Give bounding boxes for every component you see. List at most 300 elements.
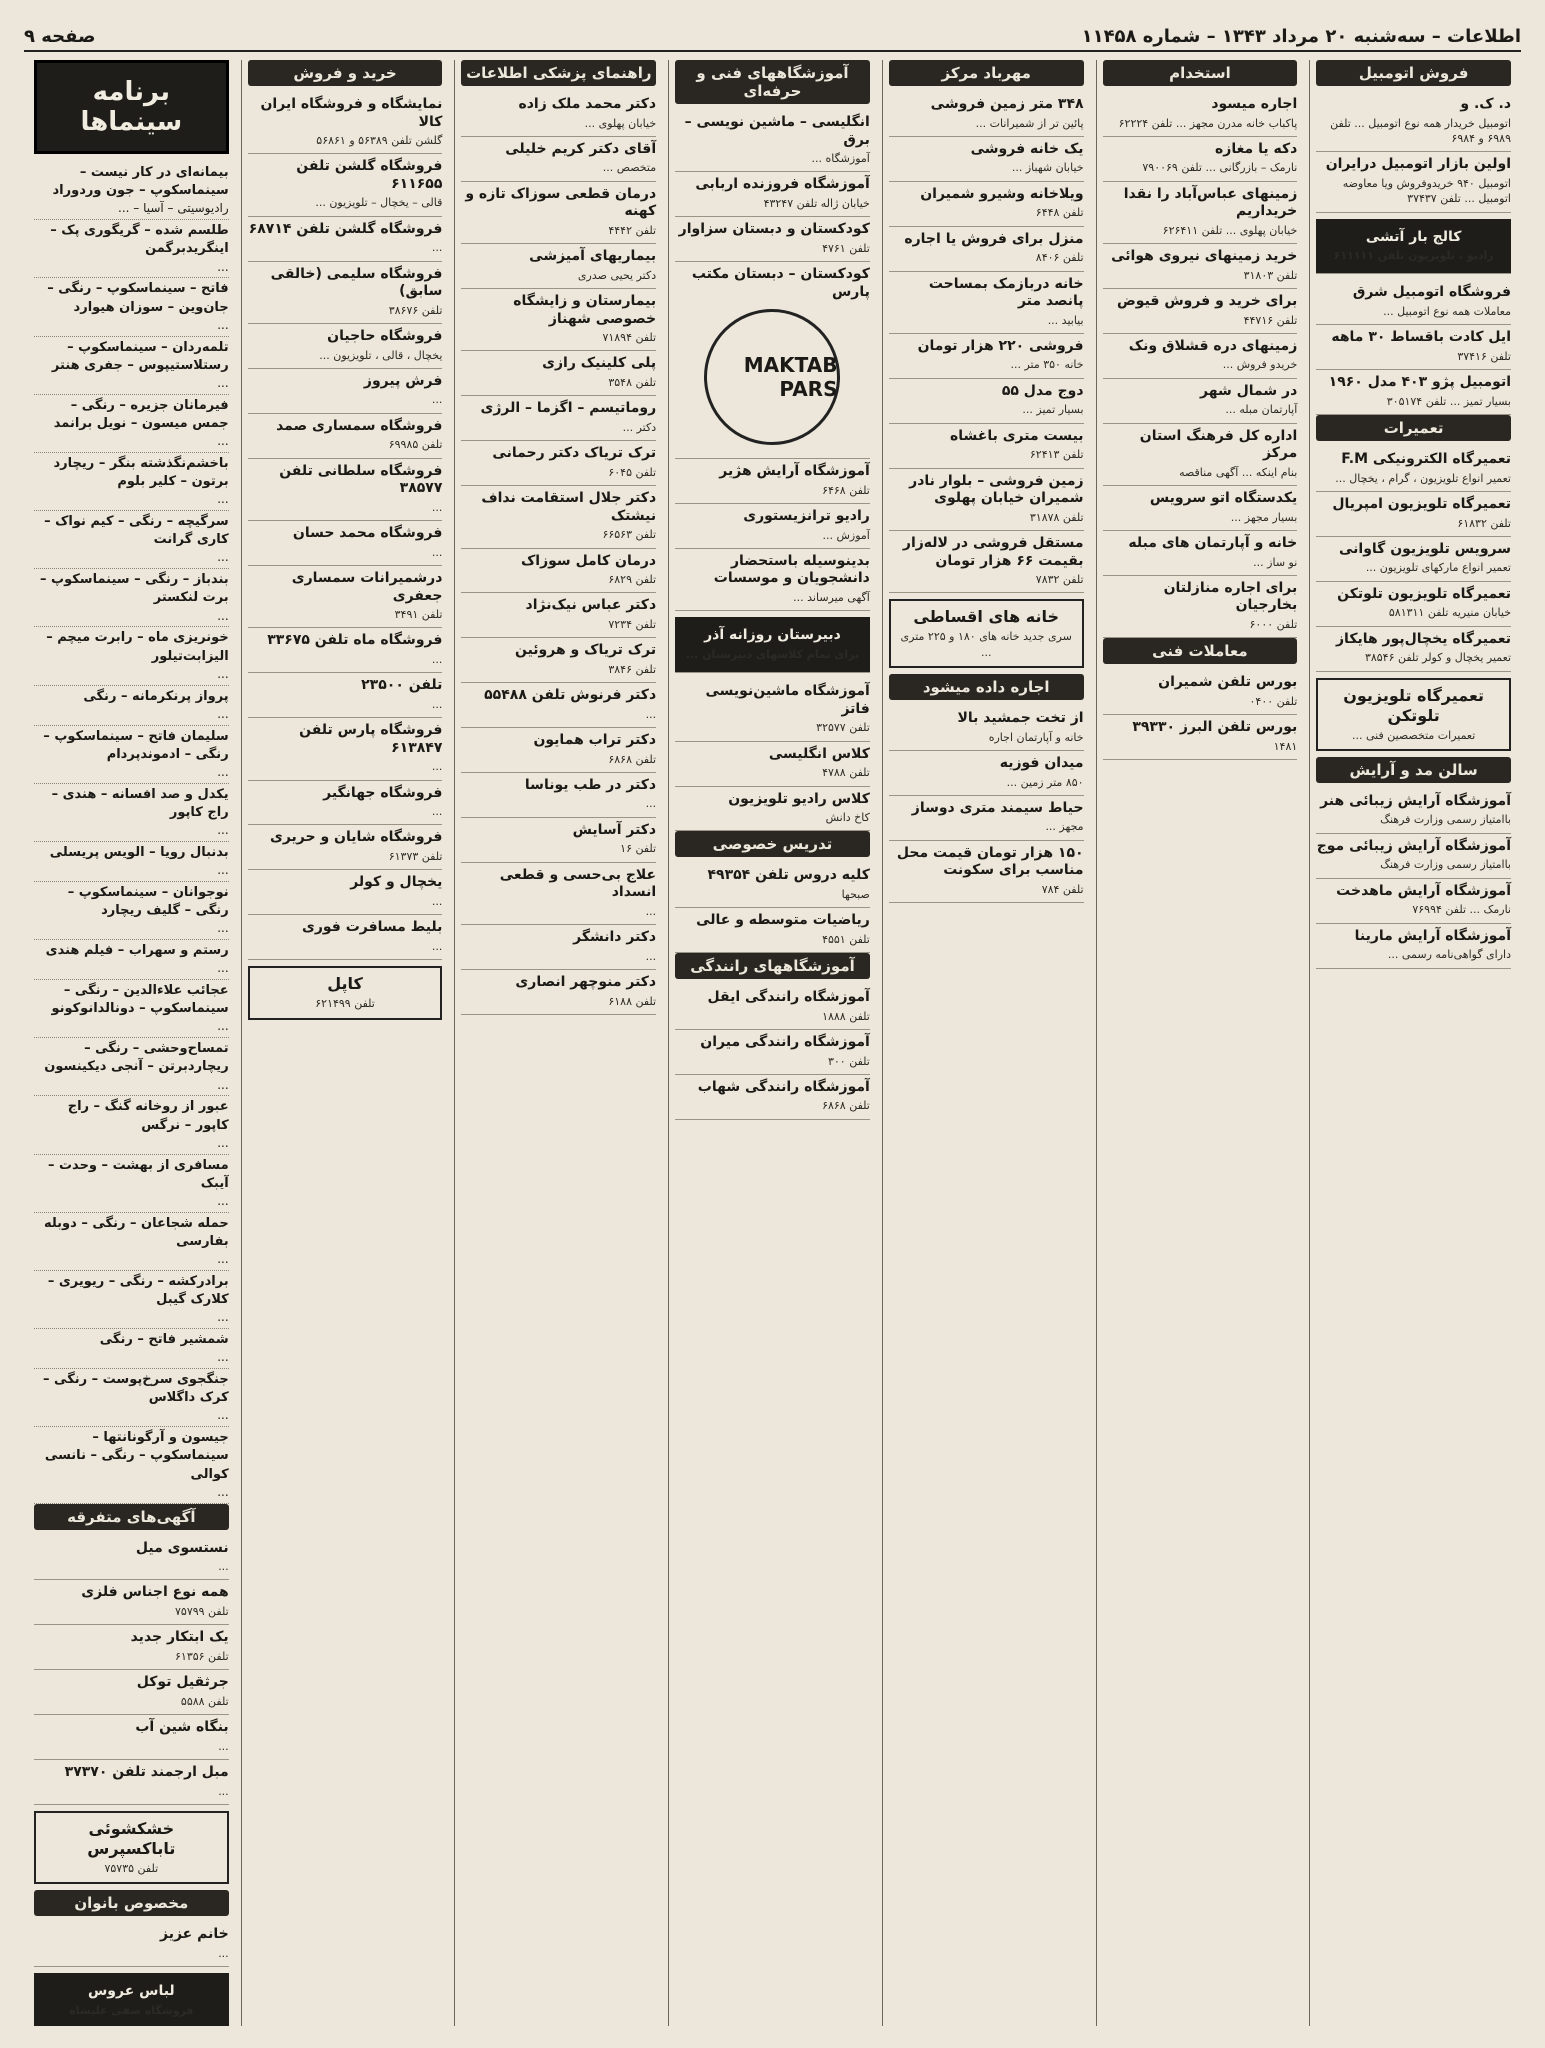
page-number: صفحه ۹ xyxy=(24,25,96,47)
ad-title: کالج بار آتشی xyxy=(1365,228,1462,245)
ad-body: تلفن ۴۷۶۱ xyxy=(822,241,870,255)
ad-body: آپارتمان مبله ... xyxy=(1225,403,1298,417)
classified-ad xyxy=(675,787,870,832)
page-header xyxy=(24,22,1521,52)
ad-title: فروشگاه حاجیان xyxy=(327,328,443,345)
cinema-listing-details: ... xyxy=(217,1310,229,1325)
ad-title: برای اجاره منازلتان بخارجیان xyxy=(1163,579,1298,614)
ad-body: فروشگاه صفی علیشاه xyxy=(69,2003,194,2017)
ad-title: آقای دکتر کریم خلیلی xyxy=(505,140,657,157)
ad-body: تلفن ۶۱۳۵۶ xyxy=(175,1649,229,1663)
ad-body: تلفن ۴۴۷۱۶ xyxy=(1243,313,1298,327)
ad-title: دبیرستان روزانه آذر xyxy=(704,627,841,644)
ad-title: کودکستان – دبستان مکتب پارس xyxy=(691,266,870,300)
classified-ad xyxy=(1316,537,1511,582)
ad-body: خریدو فروش ... xyxy=(1222,358,1298,372)
ad-body: بنام اینکه ... آگهی مناقصه xyxy=(1179,465,1298,479)
classified-ad xyxy=(889,137,1084,182)
ad-title: آموزشگاه آرایش زیبائی موج xyxy=(1316,837,1511,854)
ad-body: قالی – یخچال – تلویزیون ... xyxy=(315,196,443,210)
classified-ad xyxy=(461,728,656,773)
classified-ad xyxy=(1103,531,1298,576)
classified-ad xyxy=(1316,879,1511,924)
cinema-listing-details: ... xyxy=(217,1019,229,1034)
ad-title: یخچال و کولر xyxy=(350,874,443,891)
column-7 xyxy=(28,60,235,2026)
classified-ad xyxy=(1103,670,1298,715)
classified-ad xyxy=(248,673,443,718)
ad-body: ... xyxy=(645,904,657,918)
ad-body: ۸۵۰ متر زمین ... xyxy=(1006,775,1084,789)
ad-body: تلفن ۷۸۴ xyxy=(1041,882,1084,896)
ad-title: جرثقیل توکل xyxy=(136,1674,229,1691)
classified-ad xyxy=(675,742,870,787)
ad-body: ... xyxy=(645,707,657,721)
classified-ad xyxy=(675,617,870,673)
cinema-listing xyxy=(34,1213,229,1271)
issue-line: اطلاعات – سه‌شنبه ۲۰ مرداد ۱۳۴۳ – شماره ۱۱۴۵۸ xyxy=(1081,25,1521,47)
cinema-listing-details: ... xyxy=(217,1193,229,1208)
cinema-listing-details: ... xyxy=(217,706,229,721)
ad-body: ... xyxy=(431,894,443,908)
ad-title: علاج بی‌حسی و قطعی انسداد xyxy=(499,866,657,901)
section-heading: استخدام xyxy=(1103,60,1298,86)
column-6 xyxy=(241,60,449,2026)
ad-title: یک ابتکار جدید xyxy=(130,1629,229,1646)
classified-ad xyxy=(889,379,1084,424)
ad-body: پائین تر از شمیرانات ... xyxy=(975,116,1084,130)
cinema-program-title: برنامه سینماها xyxy=(34,60,229,154)
section-heading: تدریس خصوصی xyxy=(675,831,870,857)
cinema-listing xyxy=(34,1038,229,1096)
classified-ad xyxy=(889,424,1084,469)
ad-body: تلفن ۳۴۹۱ xyxy=(394,608,443,622)
ad-body: تلفن ۱۸۸۸ xyxy=(822,1009,870,1023)
cinema-listing-details: ... xyxy=(217,259,229,274)
ad-body: تلفن ۶۰۴۵ xyxy=(608,465,657,479)
ad-body: دکتر یحیی صدری xyxy=(577,268,657,282)
classified-ad xyxy=(889,706,1084,751)
ad-body: تعمیر انواع تلویزیون ، گرام ، یخچال ... xyxy=(1335,471,1511,485)
classified-ad xyxy=(461,683,656,728)
ad-body: تعمیر انواع مارکهای تلویزیون ... xyxy=(1365,561,1511,575)
section-heading: راهنمای پزشکی اطلاعات xyxy=(461,60,656,86)
columns xyxy=(28,60,1517,2026)
cinema-listing xyxy=(34,1271,229,1329)
cinema-listing-title: عجائب علاءالدین – رنگی – سینماسکوپ – دونالدانوکونو xyxy=(51,983,229,1017)
ad-body: خانه ۳۵۰ متر ... xyxy=(1010,358,1084,372)
ad-body: تلفن ۷۱۸۹۴ xyxy=(602,331,657,345)
section-heading: معاملات فنی xyxy=(1103,638,1298,664)
ad-title: دکتر منوچهر انصاری xyxy=(515,974,657,991)
ad-body: ... xyxy=(431,241,443,255)
ad-body: نارمک ... تلفن ۷۶۹۹۴ xyxy=(1412,903,1511,917)
cinema-listing xyxy=(34,395,229,453)
classified-ad xyxy=(675,459,870,504)
ad-body: تلفن ۷۵۷۹۹ xyxy=(175,1604,229,1618)
section-heading: مخصوص بانوان xyxy=(34,1890,229,1916)
cinema-listing xyxy=(34,1427,229,1503)
ad-body: تلفن ۷۲۳۴ xyxy=(608,617,657,631)
cinema-listing xyxy=(34,1155,229,1213)
ad-body: ... xyxy=(218,1946,229,1960)
ad-body: ... xyxy=(218,1739,229,1753)
cinema-listing-title: عبور از روخانه گنگ – راج کاپور – نرگس xyxy=(67,1099,229,1133)
ad-title: ویلا‌خانه وشیرو شمیران xyxy=(920,185,1084,202)
classified-ad xyxy=(675,679,870,741)
ad-body: ... xyxy=(431,652,443,666)
classified-ad xyxy=(248,324,443,369)
ad-title: درمان قطعی سوزاک تازه و کهنه xyxy=(465,185,657,220)
ad-body: بیابید ... xyxy=(1047,313,1084,327)
classified-ad xyxy=(1316,627,1511,672)
classified-ad xyxy=(34,1973,229,2026)
cinema-listing xyxy=(34,220,229,278)
ad-body: بسیار تمیز ... xyxy=(1022,403,1084,417)
ad-body: تلفن ۵۵۸۸ xyxy=(180,1694,229,1708)
cinema-listing-title: جنگجوی سرخ‌پوست – رنگی – کرک داگلاس xyxy=(43,1372,229,1406)
classified-ad xyxy=(1316,924,1511,969)
cinema-listing-title: پرواز پرنکرمانه – رنگی xyxy=(83,688,229,704)
classified-ad xyxy=(675,110,870,172)
ad-body: تلفن ۸۴۰۶ xyxy=(1035,251,1084,265)
cinema-listing xyxy=(34,453,229,511)
ad-body: خیابان منیریه تلفن ۵۸۱۳۱۱ xyxy=(1388,606,1511,620)
ad-body: باامتیاز رسمی وزارت فرهنگ xyxy=(1380,813,1511,827)
classified-ad xyxy=(461,92,656,137)
ad-body: متخصص ... xyxy=(602,161,657,175)
ad-title: ریاضیات متوسطه و عالی xyxy=(696,912,870,929)
cinema-listing-details: ... xyxy=(217,1484,229,1499)
ad-title: کلاس رادیو تلویزیون xyxy=(728,790,870,807)
classified-ad xyxy=(1316,582,1511,627)
ad-title: دکتر جلال استقامت نداف نیشتک xyxy=(481,490,657,524)
ad-body: تلفن ۶۸۶۸ xyxy=(822,1099,870,1113)
cinema-listing-title: تلمه‌ردان – سینماسکوپ – رستلاستیپوس – جفری هنتر xyxy=(51,339,229,373)
classified-ad xyxy=(675,172,870,217)
ad-title: میدان فوزیه xyxy=(999,755,1084,772)
classified-ad xyxy=(34,1536,229,1581)
classified-ad xyxy=(461,638,656,683)
classified-ad xyxy=(675,863,870,908)
ad-body: تلفن ۳۸۶۷۶ xyxy=(388,303,443,317)
cinema-listing-details: ... xyxy=(217,317,229,332)
ad-body: خیابان شهباز ... xyxy=(1011,161,1084,175)
ad-title: تعمیرگاه تلویزیون تلوتکن xyxy=(1343,685,1485,725)
ad-title: در شمال شهر xyxy=(1200,382,1298,399)
ad-title: فروشگاه سلطانی تلفن ۳۸۵۷۷ xyxy=(279,462,443,497)
cinema-listing xyxy=(34,980,229,1038)
ad-title: همه نوع اجناس فلزی xyxy=(81,1584,229,1601)
ad-body: تلفن ۶۹۹۸۵ xyxy=(388,438,443,452)
cinema-listing-title: بندباز – رنگی – سینماسکوپ – برت لنکستر xyxy=(39,572,229,606)
cinema-listing-details: ... xyxy=(217,375,229,390)
section-heading: سالن مد و آرایش xyxy=(1316,757,1511,783)
ad-body: ... xyxy=(431,393,443,407)
classified-ad xyxy=(461,549,656,594)
cinema-listing-details: ... xyxy=(217,921,229,936)
ad-body: تلفن ۳۱۸۰۳ xyxy=(1243,268,1298,282)
cinema-listing-details: ... xyxy=(217,863,229,878)
section-heading: فروش اتومبیل xyxy=(1316,60,1511,86)
ad-title: فروشگاه اتومبیل شرق xyxy=(1352,284,1511,301)
cinema-listing-title: بیمانه‌ای در کار نیست – سینماسکوپ – جون وردوراد xyxy=(52,165,229,199)
classified-ad xyxy=(1103,182,1298,244)
ad-body: ... xyxy=(431,939,443,953)
classified-ad xyxy=(675,908,870,953)
ad-title: فروشگاه سلیمی (خالقی سابق) xyxy=(270,265,443,300)
cinema-listing-details: ... xyxy=(217,823,229,838)
ad-body: تلفن ۰۴۰۰ xyxy=(1249,694,1298,708)
cinema-listing-title: طلسم شده – گریگوری پک – اینگریدبرگمن xyxy=(50,223,229,257)
classified-ad xyxy=(34,1670,229,1715)
cinema-listing-details: ... xyxy=(217,608,229,623)
ad-title: کاپل xyxy=(327,974,363,994)
ad-body: آگهی میرساند ... xyxy=(793,590,870,604)
ad-body: دکتر ... xyxy=(622,420,657,434)
ad-title: یک خانه فروشی xyxy=(970,140,1084,157)
classified-ad xyxy=(461,593,656,638)
classified-ad xyxy=(461,970,656,1015)
ad-body: نو ساز ... xyxy=(1253,555,1298,569)
classified-ad xyxy=(1316,834,1511,879)
ad-body: ... xyxy=(218,1784,229,1798)
cinema-listing xyxy=(34,337,229,395)
classified-ad xyxy=(1103,379,1298,424)
ad-title: دکتر در طب یوناسا xyxy=(524,776,657,793)
ad-body: آموزشگاه ... xyxy=(811,152,870,165)
cinema-listing-title: مسافری از بهشت – وحدت – آیبک xyxy=(47,1157,229,1191)
cinema-listing-details: ... xyxy=(217,1252,229,1267)
classified-ad xyxy=(889,841,1084,903)
ad-title: ایل کادت باقساط ۳۰ ماهه xyxy=(1331,329,1511,346)
ad-body: تلفن ۶۱۸۳۲ xyxy=(1457,516,1511,530)
ad-title: درشمیرانات سمساری جعفری xyxy=(291,570,443,604)
classified-ad xyxy=(1316,447,1511,492)
classified-ad xyxy=(461,486,656,548)
ad-title: فروشگاه گلشن تلفن ۶۱۱۶۵۵ xyxy=(296,158,443,192)
ad-title: زمین فروشی – بلوار نادر شمیران خیابان پهلوی xyxy=(909,472,1084,507)
classified-ad xyxy=(248,459,443,521)
ad-title: منزل برای فروش یا اجاره xyxy=(904,230,1084,247)
classified-ad xyxy=(461,396,656,441)
cinema-listing xyxy=(34,882,229,940)
ad-title: فروشگاه شایان و حریری xyxy=(269,829,443,846)
classified-ad xyxy=(248,154,443,216)
ad-title: تعمیرگاه تلویزیون تلوتکن xyxy=(1337,585,1511,602)
ad-title: مستقل فروشی در لاله‌زار بقیمت ۶۶ هزار تومان xyxy=(902,535,1084,569)
classified-ad xyxy=(675,1075,870,1120)
cinema-listing-title: تمساح‌وحشی – رنگی – ریچاردبرتن – آنجی دیکینسون xyxy=(44,1041,229,1075)
classified-ad xyxy=(889,334,1084,379)
ad-title: یکدستگاه اتو سرویس xyxy=(1149,490,1298,507)
cinema-listing-details: ... xyxy=(217,1077,229,1092)
classified-ad xyxy=(248,825,443,870)
ad-title: تعمیرگاه یخچال‌پور هایکاز xyxy=(1336,630,1511,647)
ad-title: دکتر محمد ملک زاده xyxy=(518,96,657,112)
ad-title: زمینهای عباس‌آباد را نقدا خریداریم xyxy=(1123,185,1298,220)
ad-body: معاملات همه نوع اتومبیل ... xyxy=(1383,304,1511,318)
cinema-listing xyxy=(34,726,229,784)
classified-ad xyxy=(461,818,656,863)
ad-body: تلفن ۶۱۸۸ xyxy=(608,994,657,1008)
ad-body: تلفن ۴۵۵۱ xyxy=(822,932,870,946)
cinema-listing-title: نوجوانان – سینماسکوپ – رنگی – گلیف ریچارد xyxy=(67,884,229,919)
classified-ad xyxy=(1316,219,1511,275)
classified-ad xyxy=(248,414,443,459)
cinema-listing-details: ... xyxy=(217,1350,229,1365)
ad-body: تلفن ۷۵۷۳۵ xyxy=(104,1861,159,1875)
ad-body: صبحها xyxy=(841,887,870,901)
ad-body: تلفن ۶۴۴۸ xyxy=(1035,206,1084,220)
classified-ad xyxy=(889,751,1084,796)
classified-ad xyxy=(889,272,1084,334)
ad-title: آموزشگاه آرایش هژیر xyxy=(719,463,870,480)
classified-ad xyxy=(889,599,1084,668)
classified-ad xyxy=(889,796,1084,841)
ad-body: خیابان پهلوی ... تلفن ۶۲۶۴۱۱ xyxy=(1162,223,1298,237)
section-heading: اجاره داده میشود xyxy=(889,674,1084,700)
ad-title: تلفن ۲۳۵۰۰ xyxy=(361,677,443,694)
section-heading: آموزشگاههای رانندگی xyxy=(675,953,870,979)
ad-title: انگلیسی – ماشین نویسی – برق xyxy=(684,114,870,148)
classified-ad xyxy=(248,566,443,628)
column-3 xyxy=(882,60,1090,2026)
ad-body: تلفن ۶۸۶۸ xyxy=(608,752,657,766)
ad-body: ... xyxy=(431,697,443,711)
ad-title: فروشگاه ماه تلفن ۳۳۶۷۵ xyxy=(267,632,443,649)
classified-ad xyxy=(248,92,443,154)
classified-ad xyxy=(889,92,1084,137)
cinema-listing-details: رادیوسیتی – آسیا – ... xyxy=(118,201,229,216)
ad-body: ... xyxy=(218,1560,229,1574)
classified-ad xyxy=(675,504,870,549)
classified-ad xyxy=(461,137,656,182)
cinema-listing-title: سرگیچه – رنگی – کیم نواک – کاری گرانت xyxy=(44,514,229,548)
ad-title: برای خرید و فروش قیوض xyxy=(1116,293,1298,310)
ad-title: بدینوسیله باستحضار دانشجویان و موسسات xyxy=(713,552,870,587)
classified-ad xyxy=(1103,715,1298,760)
section-heading: خرید و فروش xyxy=(248,60,443,86)
classified-ad xyxy=(675,985,870,1030)
cinema-listing xyxy=(34,1329,229,1369)
ad-title: بورس تلفن البرز ۳۹۳۳۰ xyxy=(1132,719,1298,736)
cinema-listing-title: فاتح – سینماسکوپ – رنگی – جان‌وین – سوزان هیوارد xyxy=(47,281,229,315)
ad-title: آموزشگاه رانندگی شهاب xyxy=(697,1078,870,1095)
ad-title: آموزشگاه آرایش مارینا xyxy=(1354,927,1511,944)
cinema-listing-title: سلیمان فاتح – سینماسکوپ – رنگی – ادموندپردام xyxy=(43,728,229,762)
classified-ad xyxy=(675,262,870,459)
classified-ad xyxy=(248,369,443,414)
maktab-pars-logo: MAKTAB PARS xyxy=(704,309,840,445)
ad-body: یخچال ، قالی ، تلویزیون ... xyxy=(319,348,443,362)
cinema-listing xyxy=(34,1096,229,1154)
classified-ad xyxy=(889,182,1084,227)
classified-ad xyxy=(461,925,656,970)
ad-title: نمایشگاه و فروشگاه ایران کالا xyxy=(260,96,443,130)
cinema-listing xyxy=(34,1369,229,1427)
ad-title: آموزشگاه رانندگی ایقل xyxy=(707,989,870,1006)
ad-body: خیابان ژاله تلفن ۴۳۲۴۷ xyxy=(763,196,870,210)
ad-body: باامتیاز رسمی وزارت فرهنگ xyxy=(1380,858,1511,872)
ad-body: تلفن ۴۴۴۲ xyxy=(608,223,657,237)
ad-title: بورس تلفن شمیران xyxy=(1158,674,1298,691)
ad-title: درمان کامل سوزاک xyxy=(520,552,657,569)
classified-ad xyxy=(1103,334,1298,379)
cinema-listing-title: رستم و سهراب – فیلم هندی xyxy=(45,943,229,959)
ad-body: پاکباب خانه مدرن مجهز ... تلفن ۶۲۲۲۴ xyxy=(1118,116,1298,130)
ad-body: اتومبیل ۹۴۰ خریدوفروش ویا معاوضه اتومبیل ... تلفن ۳۷۴۳۷ xyxy=(1342,176,1511,206)
ad-title: آموزشگاه رانندگی میران xyxy=(700,1034,870,1051)
ad-title: لباس عروس xyxy=(87,1983,175,2000)
cinema-listing xyxy=(34,278,229,336)
cinema-listing-title: فیرمانان جزیره – رنگی – جمس میسون – نویل برانمد xyxy=(53,397,229,431)
cinema-listing xyxy=(34,784,229,842)
ad-title: حیاط سیمند متری دوساز xyxy=(911,799,1084,816)
ad-body: تلفن ۳۷۴۱۶ xyxy=(1457,349,1511,363)
classified-ad xyxy=(248,217,443,262)
classified-ad xyxy=(1316,92,1511,152)
section-heading: آگهی‌های متفرقه xyxy=(34,1504,229,1530)
ad-title: د. ک. و xyxy=(1460,96,1511,112)
ad-title: دکه یا مغازه xyxy=(1215,140,1298,157)
cinema-listing-title: حمله شجاعان – رنگی – دوبله بفارسی xyxy=(43,1215,229,1249)
ad-body: تلفن ۶۴۶۸ xyxy=(822,483,870,497)
classified-ad xyxy=(461,244,656,289)
ad-title: از تخت جمشید بالا xyxy=(957,710,1084,727)
ad-title: اتومبیل پژو ۴۰۳ مدل ۱۹۶۰ xyxy=(1328,374,1511,391)
ad-title: آموزشگاه ماشین‌نویسی فاتز xyxy=(705,683,870,717)
classified-ad xyxy=(675,217,870,262)
ad-title: رادیو ترانزیستوری xyxy=(743,508,870,525)
ad-body: تلفن ۶۲۱۴۹۹ xyxy=(315,997,375,1011)
cinema-listing-details: ... xyxy=(217,764,229,779)
cinema-listing-details: ... xyxy=(217,1135,229,1150)
ad-title: اجاره میسود xyxy=(1211,96,1298,112)
ad-title: بیماریهای آمیزشی xyxy=(529,248,657,265)
classified-ad xyxy=(1103,486,1298,531)
ad-title: خانه و آپارتمان های مبله xyxy=(1128,535,1298,552)
classified-ad xyxy=(34,1811,229,1884)
classified-ad xyxy=(1103,576,1298,638)
ad-title: کلیه دروس تلفن ۴۹۳۵۴ xyxy=(707,867,870,884)
ad-body: خانه و آپارتمان اجاره xyxy=(988,730,1084,744)
column-5 xyxy=(454,60,662,2026)
classified-ad xyxy=(889,227,1084,272)
section-heading: تعمیرات xyxy=(1316,415,1511,441)
ad-body: ... xyxy=(431,760,443,774)
ad-title: تعمیرگاه تلویزیون امپریال xyxy=(1332,496,1511,513)
ad-body: تلفن ۳۰۰ xyxy=(827,1054,870,1068)
ad-title: خرید زمینهای نیرو‌ی هوائی xyxy=(1111,248,1298,265)
ad-title: دکتر تراب همایون xyxy=(533,732,657,749)
ad-body: ... xyxy=(431,805,443,819)
ad-body: خیابان پهلوی ... xyxy=(584,116,657,130)
ad-title: کلاس انگلیسی xyxy=(768,745,870,762)
ad-body: دارای گواهی‌نامه رسمی ... xyxy=(1387,948,1511,962)
ad-body: تعمیرات متخصصین فنی ... xyxy=(1351,728,1476,742)
ad-body: تلفن ۶۸۲۹ xyxy=(608,573,657,587)
ad-title: ترک تریاک و هروئین xyxy=(514,642,657,659)
ad-title: اولین بازار اتومبیل درایران xyxy=(1325,156,1511,173)
cinema-listing-title: خونریزی ماه – رابرت میچم – الیزابت‌تیلور xyxy=(46,630,229,664)
ad-body: تلفن ۶۶۵۶۳ xyxy=(602,528,657,542)
ad-title: خانه های اقساطی xyxy=(913,607,1060,627)
ad-title: دکتر فرنوش تلفن ۵۵۴۸۸ xyxy=(484,687,657,704)
cinema-listing xyxy=(34,686,229,726)
ad-title: ۳۴۸ متر زمین فروشی xyxy=(930,96,1084,112)
ad-title: بیست متری باغشاه xyxy=(950,427,1084,444)
